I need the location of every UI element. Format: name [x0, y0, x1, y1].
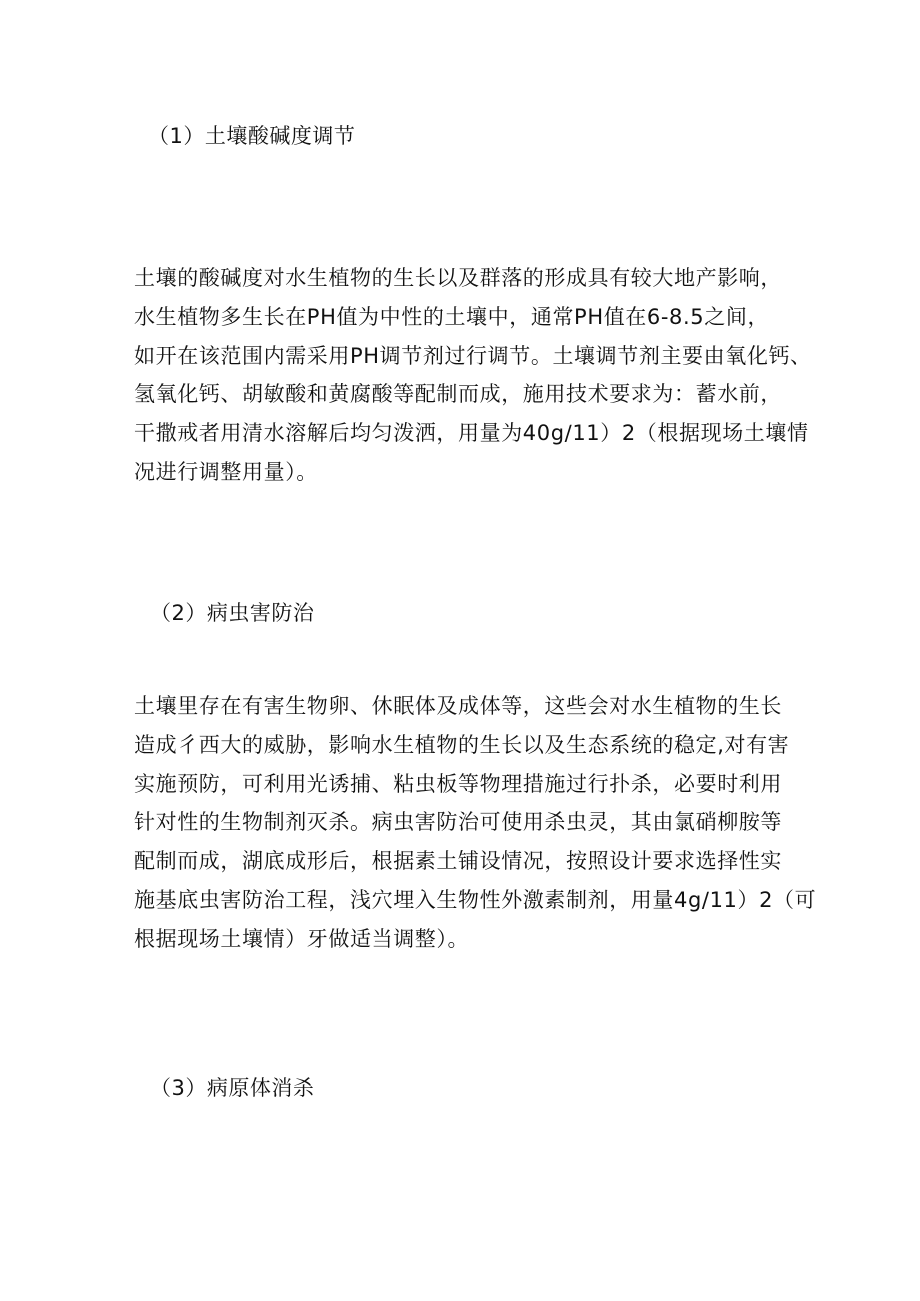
paragraph-pest-control [134, 690, 817, 962]
paragraph-line: 针对性的生物制剂灭杀。病虫害防治可使用杀虫灵，其由氯硝柳胺等 [134, 810, 782, 835]
paragraph-line: 况进行调整用量）。 [134, 459, 318, 484]
paragraph-line: 土壤的酸碱度对水生植物的生长以及群落的形成具有较大地产影响， [134, 266, 782, 290]
section-heading-2: （2）病虫害防治 [150, 601, 315, 625]
paragraph-line: 土壤里存在有害生物卵、休眠体及成体等，这些会对水生植物的生长 [134, 694, 782, 718]
paragraph-line: 如开在该范围内需采用PH调节剂过行调节。土壤调节剂主要由氧化钙、 [134, 343, 812, 368]
paragraph-line: 根据现场土壤情）牙做适当调整）。 [134, 926, 470, 951]
paragraph-line: 水生植物多生长在PH值为中性的土壤中，通常PH值在6-8.5之间， [134, 304, 770, 329]
section-heading-3: （3）病原体消杀 [150, 1076, 315, 1100]
paragraph-line: 干撒戒者用清水溶解后均匀泼洒，用量为40g∕11）2（根据现场土壤情 [134, 421, 809, 446]
paragraph-line: 造成彳西大的威胁，影响水生植物的生长以及生态系统的稳定,对有害 [134, 732, 790, 757]
paragraph-line: 实施预防，可利用光诱捕、粘虫板等物理措施过行扑杀，必要时利用 [134, 771, 782, 796]
paragraph-line: 氢氧化钙、胡敏酸和黄腐酸等配制而成，施用技术要求为：蓄水前， [134, 382, 782, 407]
section-heading-1: （1）土壤酸碱度调节 [148, 124, 356, 148]
paragraph-soil-ph [134, 262, 812, 495]
paragraph-line: 施基底虫害防治工程，浅穴埋入生物性外激素制剂，用量4g∕11）2（可 [134, 887, 817, 912]
paragraph-line: 配制而成，湖底成形后，根据素土铺设情况，按照设计要求选择性实 [134, 849, 782, 874]
